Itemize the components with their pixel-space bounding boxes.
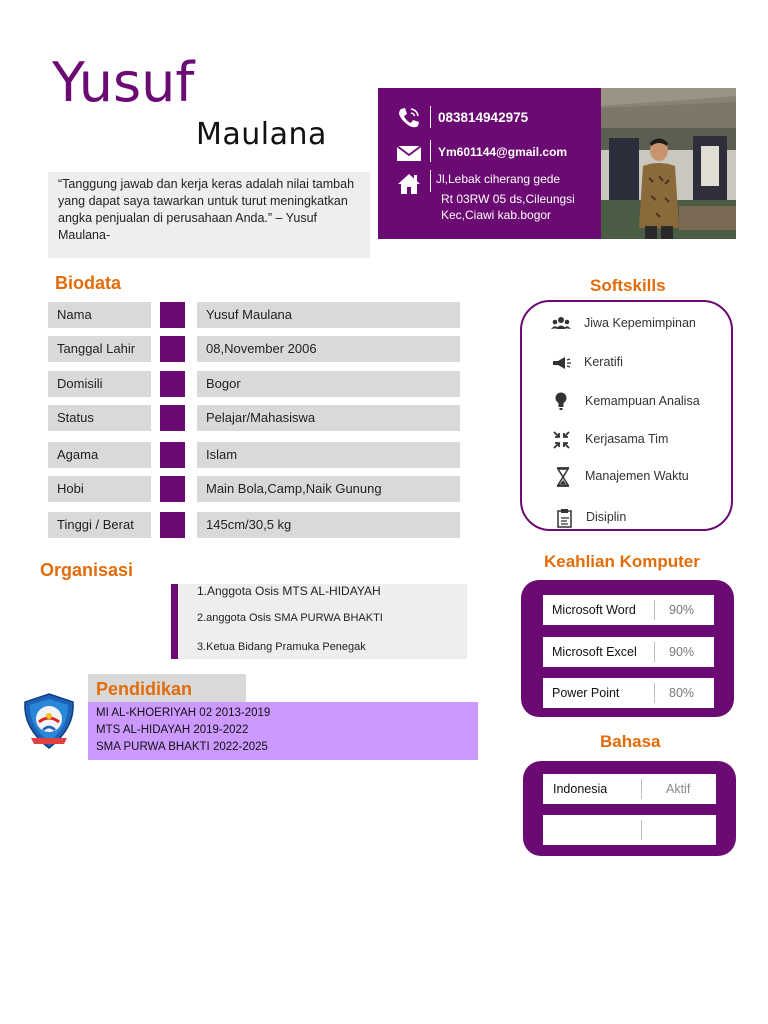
softskill-label: Kemampuan Analisa	[585, 394, 700, 408]
pendidikan-title: Pendidikan	[96, 679, 193, 699]
komputer-row	[543, 595, 714, 625]
biodata-marker	[160, 476, 185, 502]
first-name: Yusuf	[52, 51, 195, 114]
komputer-row	[543, 678, 714, 708]
bahasa-row	[543, 815, 716, 845]
biodata-label: Agama	[48, 442, 151, 468]
profile-photo	[601, 88, 736, 239]
biodata-label: Tinggi / Berat	[48, 512, 151, 538]
pendidikan-item: SMA PURWA BHAKTI 2022-2025	[96, 741, 268, 753]
komputer-skill-level: 90%	[669, 603, 695, 617]
biodata-label: Tanggal Lahir	[48, 336, 151, 362]
address-line-2: Rt 03RW 05 ds,Cileungsi	[441, 192, 575, 206]
contact-email-row	[378, 140, 601, 166]
pendidikan-item: MI AL-KHOERIYAH 02 2013-2019	[96, 707, 271, 719]
bahasa-level: Aktif	[666, 782, 691, 796]
komputer-skill-name: Microsoft Word	[552, 603, 636, 617]
phone-icon	[396, 106, 422, 135]
komputer-skill-level: 80%	[669, 686, 695, 700]
biodata-value: Bogor	[197, 371, 460, 397]
biodata-label: Domisili	[48, 371, 151, 397]
komputer-separator	[654, 642, 655, 662]
contact-address-row	[378, 168, 601, 228]
bahasa-language: Indonesia	[553, 782, 608, 796]
compress-arrows-icon	[552, 430, 574, 450]
bahasa-row	[543, 774, 716, 804]
organisasi-item: 1.Anggota Osis MTS AL-HIDAYAH	[197, 584, 381, 598]
contact-panel	[378, 88, 601, 239]
home-icon	[396, 172, 422, 201]
biodata-value: 08,November 2006	[197, 336, 460, 362]
bahasa-box	[523, 761, 736, 856]
contact-phone-row	[378, 104, 601, 132]
organisasi-item: 2.anggota Osis SMA PURWA BHAKTI	[197, 612, 383, 624]
biodata-label: Hobi	[48, 476, 151, 502]
biodata-marker	[160, 336, 185, 362]
biodata-title: Biodata	[55, 273, 122, 293]
bahasa-separator	[641, 820, 642, 840]
softskill-label: Manajemen Waktu	[585, 469, 689, 483]
biodata-value: Main Bola,Camp,Naik Gunung	[197, 476, 460, 502]
komputer-row	[543, 637, 714, 667]
address-line-1: Jl,Lebak ciherang gede	[436, 172, 561, 186]
school-logo	[21, 692, 77, 755]
softskills-title: Softskills	[590, 276, 666, 295]
bahasa-separator	[641, 779, 642, 799]
biodata-value: Pelajar/Mahasiswa	[197, 405, 460, 431]
last-name: Maulana	[196, 117, 327, 152]
biodata-marker	[160, 405, 185, 431]
softskill-label: Kerjasama Tim	[585, 432, 669, 446]
softskill-label: Keratifi	[584, 355, 623, 369]
biodata-label: Nama	[48, 302, 151, 328]
komputer-skill-name: Power Point	[552, 686, 620, 700]
biodata-value: Islam	[197, 442, 460, 468]
pendidikan-list	[88, 702, 478, 760]
hourglass-icon	[555, 467, 577, 487]
clipboard-icon	[556, 508, 578, 528]
organisasi-list	[171, 584, 467, 659]
pendidikan-item: MTS AL-HIDAYAH 2019-2022	[96, 724, 249, 736]
biodata-value: Yusuf Maulana	[197, 302, 460, 328]
komputer-box	[521, 580, 734, 717]
people-icon	[550, 314, 572, 334]
address-line-3: Kec,Ciawi kab.bogor	[441, 208, 552, 222]
softskills-box	[520, 300, 733, 531]
organisasi-accent-bar	[171, 584, 178, 659]
biodata-label: Status	[48, 405, 151, 431]
komputer-separator	[654, 600, 655, 620]
biodata-marker	[160, 371, 185, 397]
mail-icon	[396, 144, 422, 167]
komputer-separator	[654, 683, 655, 703]
biodata-marker	[160, 512, 185, 538]
komputer-title: Keahlian Komputer	[544, 552, 700, 571]
biodata-value: 145cm/30,5 kg	[197, 512, 460, 538]
phone-number: 083814942975	[438, 110, 529, 125]
softskill-label: Disiplin	[586, 510, 627, 524]
softskill-label: Jiwa Kepemimpinan	[584, 316, 696, 330]
organisasi-item: 3.Ketua Bidang Pramuka Penegak	[197, 641, 366, 653]
organisasi-title: Organisasi	[40, 560, 134, 580]
bahasa-title: Bahasa	[600, 732, 661, 751]
email-address: Ym601144@gmail.com	[438, 145, 568, 159]
lightbulb-icon	[552, 391, 574, 411]
komputer-skill-level: 90%	[669, 645, 695, 659]
personal-quote: “Tanggung jawab dan kerja keras adalah nilai tambah yang dapat saya tawarkan untuk turut meningkatkan angka penjualan di perusahaan Anda.” – Yusuf Maulana-	[48, 172, 370, 258]
komputer-skill-name: Microsoft Excel	[552, 645, 637, 659]
biodata-marker	[160, 302, 185, 328]
megaphone-icon	[550, 353, 572, 373]
biodata-marker	[160, 442, 185, 468]
